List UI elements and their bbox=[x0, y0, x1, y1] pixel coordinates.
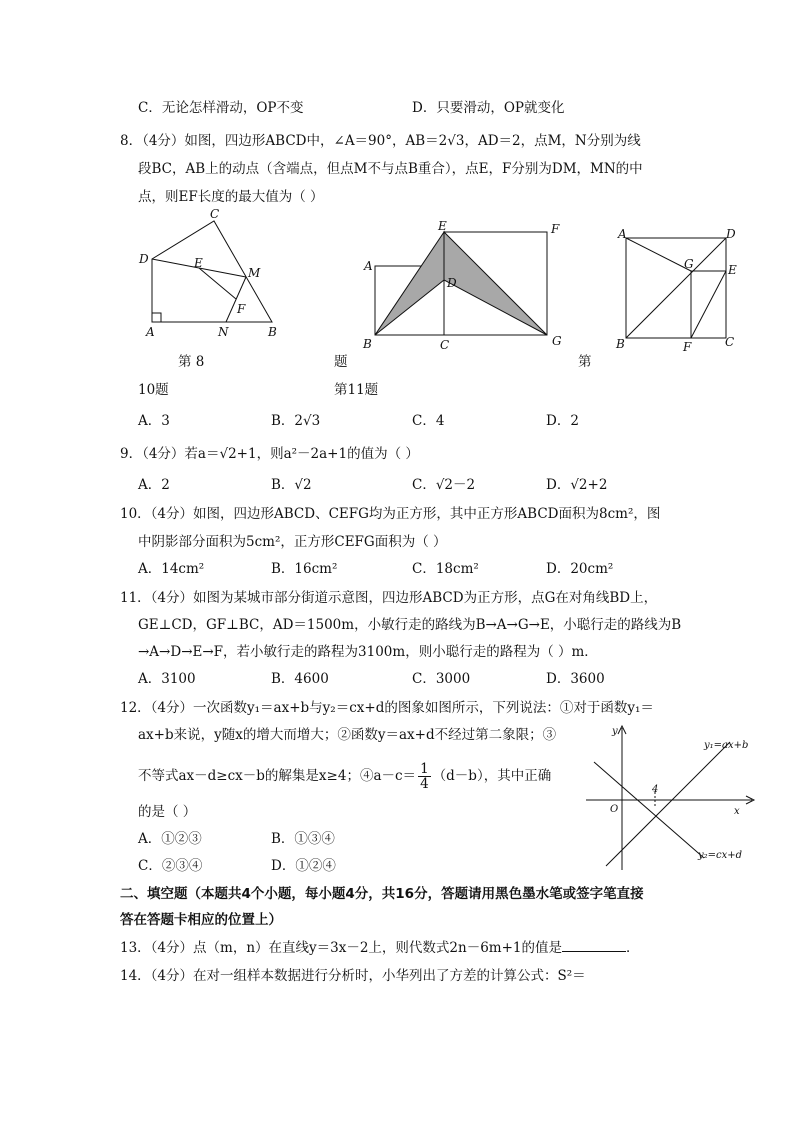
q11-option-a: A．3100 bbox=[138, 671, 196, 687]
fig8-label-m: M bbox=[248, 266, 261, 280]
fig8-label-n: N bbox=[218, 325, 229, 339]
q11-option-d: D．3600 bbox=[546, 671, 605, 687]
q9-option-c: C．√2－2 bbox=[412, 477, 476, 493]
q13-text bbox=[120, 936, 640, 956]
fig8-caption-b: 题 bbox=[334, 354, 348, 370]
q13-answer-blank bbox=[562, 939, 626, 952]
fig10-label-g: G bbox=[552, 334, 562, 348]
q11-option-b: B．4600 bbox=[271, 671, 329, 687]
fig8-label-a: A bbox=[146, 325, 155, 339]
figure-q8 bbox=[134, 205, 284, 340]
section-2-heading-line2: 答在答题卡相应的位置上） bbox=[120, 912, 282, 928]
graph-line1-label: y₁=ax+b bbox=[704, 740, 749, 751]
section-2-heading-line1: 二、填空题（本题共4个小题，每小题4分，共16分，答题请用黑色墨水笔或签字笔直接 bbox=[120, 886, 644, 902]
figure-q12-graph bbox=[584, 722, 760, 874]
fraction-denominator: 4 bbox=[420, 776, 429, 792]
q12-text-line1: 12．（4分）一次函数y₁＝ax+b与y₂＝cx+d的图象如图所示，下列说法：①对于函数y₁＝ bbox=[120, 700, 654, 716]
fig10-label-e: E bbox=[438, 219, 447, 233]
q8-option-b: B．2√3 bbox=[271, 413, 321, 429]
graph-y-label: y bbox=[612, 726, 618, 737]
fig8-label-c: C bbox=[210, 207, 220, 221]
fraction-one-quarter bbox=[418, 762, 431, 791]
fig11-label-b: B bbox=[616, 337, 625, 351]
q8-text-line1: 8．（4分）如图，四边形ABCD中，∠A＝90°，AB＝2√3，AD＝2，点M，N分别为线 bbox=[120, 133, 641, 149]
q8-option-d: D．2 bbox=[546, 413, 579, 429]
fig10-label-b: B bbox=[363, 337, 372, 351]
q12-option-b: B．①③④ bbox=[271, 831, 335, 847]
q12-text-line2: ax+b来说，y随x的增大而增大；②函数y＝ax+d不经过第二象限；③ bbox=[138, 727, 557, 743]
fig11-label-f: F bbox=[683, 340, 692, 352]
fig11-label-c: C bbox=[725, 335, 735, 349]
fig11-caption: 第11题 bbox=[334, 382, 379, 398]
fig11-label-e: E bbox=[728, 263, 737, 277]
fig8-label-f: F bbox=[237, 302, 246, 316]
fig10-label-f: F bbox=[551, 222, 560, 236]
q13-end: ． bbox=[626, 940, 640, 956]
q8-text-line2: 段BC，AB上的动点（含端点，但点M不与点B重合），点E，F分别为DM，MN的中 bbox=[138, 161, 643, 177]
q9-option-b: B．√2 bbox=[271, 477, 312, 493]
graph-origin-label: O bbox=[610, 804, 619, 815]
q7-option-c: C．无论怎样滑动，OP不变 bbox=[138, 100, 304, 116]
q12-line3-part1: 不等式ax－d≥cx－b的解集是x≥4；④a－c＝ bbox=[138, 768, 417, 784]
q8-option-a: A．3 bbox=[138, 413, 170, 429]
fig10-label-c: C bbox=[440, 338, 450, 352]
q12-option-c: C．②③④ bbox=[138, 858, 203, 874]
fig8-label-b: B bbox=[268, 325, 277, 339]
q11-text-line2: GE⊥CD，GF⊥BC，AD＝1500m，小敏行走的路线为B→A→G→E，小聪行走的路线为B bbox=[138, 617, 682, 633]
q10-option-c: C．18cm² bbox=[412, 561, 479, 577]
fig10-caption-b: 10题 bbox=[138, 382, 169, 398]
q11-text-line3: →A→D→E→F，若小敏行走的路程为3100m，则小聪行走的路程为（ ）m． bbox=[138, 644, 598, 660]
graph-tick-4: 4 bbox=[652, 784, 659, 795]
q9-option-d: D．√2+2 bbox=[546, 477, 608, 493]
q12-text-line4: 的是（ ） bbox=[138, 804, 197, 820]
fraction-numerator: 1 bbox=[420, 761, 429, 777]
q10-text-line2: 中阴影部分面积为5cm²，正方形CEFG面积为（ ） bbox=[138, 534, 447, 550]
q9-option-a: A．2 bbox=[138, 477, 170, 493]
q12-option-d: D．①②④ bbox=[271, 858, 336, 874]
fig8-label-d: D bbox=[139, 252, 149, 266]
fig11-label-a: A bbox=[618, 227, 627, 241]
q8-option-c: C．4 bbox=[412, 413, 445, 429]
q12-option-a: A．①②③ bbox=[138, 831, 202, 847]
fig10-caption-a: 第 bbox=[578, 354, 592, 370]
q11-text-line1: 11．（4分）如图为某城市部分街道示意图，四边形ABCD为正方形，点G在对角线BD上， bbox=[120, 590, 658, 606]
q11-option-c: C．3000 bbox=[412, 671, 471, 687]
q7-option-d: D．只要滑动，OP就变化 bbox=[412, 100, 565, 116]
q13-question: 13．（4分）点（m，n）在直线y＝3x－2上，则代数式2n－6m+1的值是 bbox=[120, 940, 563, 956]
fig11-label-d: D bbox=[726, 227, 736, 241]
q12-line3-part2: （d－b），其中正确 bbox=[432, 768, 552, 784]
q10-option-d: D．20cm² bbox=[546, 561, 614, 577]
q10-text-line1: 10．（4分）如图，四边形ABCD、CEFG均为正方形，其中正方形ABCD面积为8cm²，图 bbox=[120, 506, 661, 522]
fig11-label-g: G bbox=[684, 257, 694, 271]
fig10-label-a: A bbox=[364, 259, 373, 273]
q8-text-line3: 点，则EF长度的最大值为（ ） bbox=[138, 189, 324, 205]
q9-text: 9．（4分）若a＝√2+1，则a²－2a+1的值为（ ） bbox=[120, 446, 419, 462]
graph-line2-label: y₂=cx+d bbox=[698, 850, 743, 861]
q10-option-b: B．16cm² bbox=[271, 561, 338, 577]
q14-text: 14．（4分）在对一组样本数据进行分析时，小华列出了方差的计算公式：S²＝ bbox=[120, 968, 586, 984]
figure-q11 bbox=[612, 222, 742, 352]
q12-text-line3 bbox=[138, 762, 551, 791]
fig8-caption: 第 8 bbox=[178, 354, 205, 370]
figure-q10 bbox=[360, 218, 570, 353]
fig8-label-e: E bbox=[194, 256, 203, 270]
fig10-label-d: D bbox=[447, 276, 457, 290]
q10-option-a: A．14cm² bbox=[138, 561, 205, 577]
graph-x-label: x bbox=[734, 806, 740, 817]
